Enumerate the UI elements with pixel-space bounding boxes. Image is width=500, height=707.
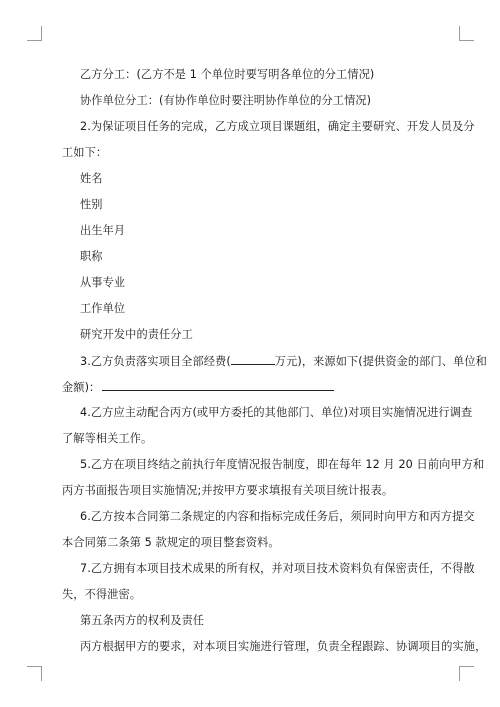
clause-4-line-1: 4.乙方应主动配合丙方(或甲方委托的其他部门、单位)对项目实施情况进行调查 bbox=[80, 406, 473, 419]
clause-2-line-1: 2.为保证项目任务的完成，乙方成立项目课题组，确定主要研究、开发人员及分 bbox=[80, 120, 475, 133]
article-5-heading: 第五条丙方的权利及责任 bbox=[80, 614, 205, 627]
clause-7-line-2: 失，不得泄密。 bbox=[62, 588, 142, 601]
crop-mark-top-left bbox=[27, 26, 42, 41]
field-responsibility: 研究开发中的责任分工 bbox=[80, 328, 193, 341]
clause-2-line-2: 工如下： bbox=[62, 146, 108, 159]
cooperating-unit-division-line: 协作单位分工：(有协作单位时要注明协作单位的分工情况) bbox=[80, 94, 372, 107]
field-birth-date: 出生年月 bbox=[80, 224, 126, 237]
crop-mark-top-right bbox=[459, 26, 474, 41]
party-b-division-line: 乙方分工：(乙方不是 1 个单位时要写明各单位的分工情况) bbox=[80, 68, 375, 81]
clause-3-line-1 bbox=[80, 354, 487, 369]
field-work-unit: 工作单位 bbox=[80, 302, 126, 315]
clause-4-line-2: 了解等相关工作。 bbox=[62, 432, 153, 445]
clause-3-amount-label: 金额)： bbox=[62, 381, 101, 394]
crop-mark-bottom-right bbox=[459, 666, 474, 681]
field-name: 姓名 bbox=[80, 172, 103, 185]
clause-3-line-2 bbox=[62, 380, 334, 395]
crop-mark-bottom-left bbox=[27, 666, 42, 681]
field-title: 职称 bbox=[80, 250, 103, 263]
field-gender: 性别 bbox=[80, 198, 103, 211]
clause-7-line-1: 7.乙方拥有本项目技术成果的所有权，并对项目技术资料负有保密责任，不得散 bbox=[80, 562, 475, 575]
clause-6-line-2: 本合同第二条第 5 款规定的项目整套资料。 bbox=[62, 536, 280, 549]
funding-amount-blank[interactable] bbox=[231, 354, 275, 365]
funding-source-blank[interactable] bbox=[102, 380, 334, 391]
clause-5-line-1: 5.乙方在项目终结之前执行年度情况报告制度，即在每年 12 月 20 日前向甲方和 bbox=[80, 458, 485, 471]
clause-5-line-2: 丙方书面报告项目实施情况;并按甲方要求填报有关项目统计报表。 bbox=[62, 484, 394, 497]
clause-3-text-a: 3.乙方负责落实项目全部经费( bbox=[80, 355, 231, 368]
field-specialty: 从事专业 bbox=[80, 276, 126, 289]
article-5-line-1: 丙方根据甲方的要求，对本项目实施进行管理，负责全程跟踪、协调项目的实施， bbox=[80, 640, 487, 653]
clause-3-text-b: 万元)，来源如下(提供资金的部门、单位和 bbox=[274, 355, 487, 368]
clause-6-line-1: 6.乙方按本合同第二条规定的内容和指标完成任务后，须同时向甲方和丙方提交 bbox=[80, 510, 475, 523]
